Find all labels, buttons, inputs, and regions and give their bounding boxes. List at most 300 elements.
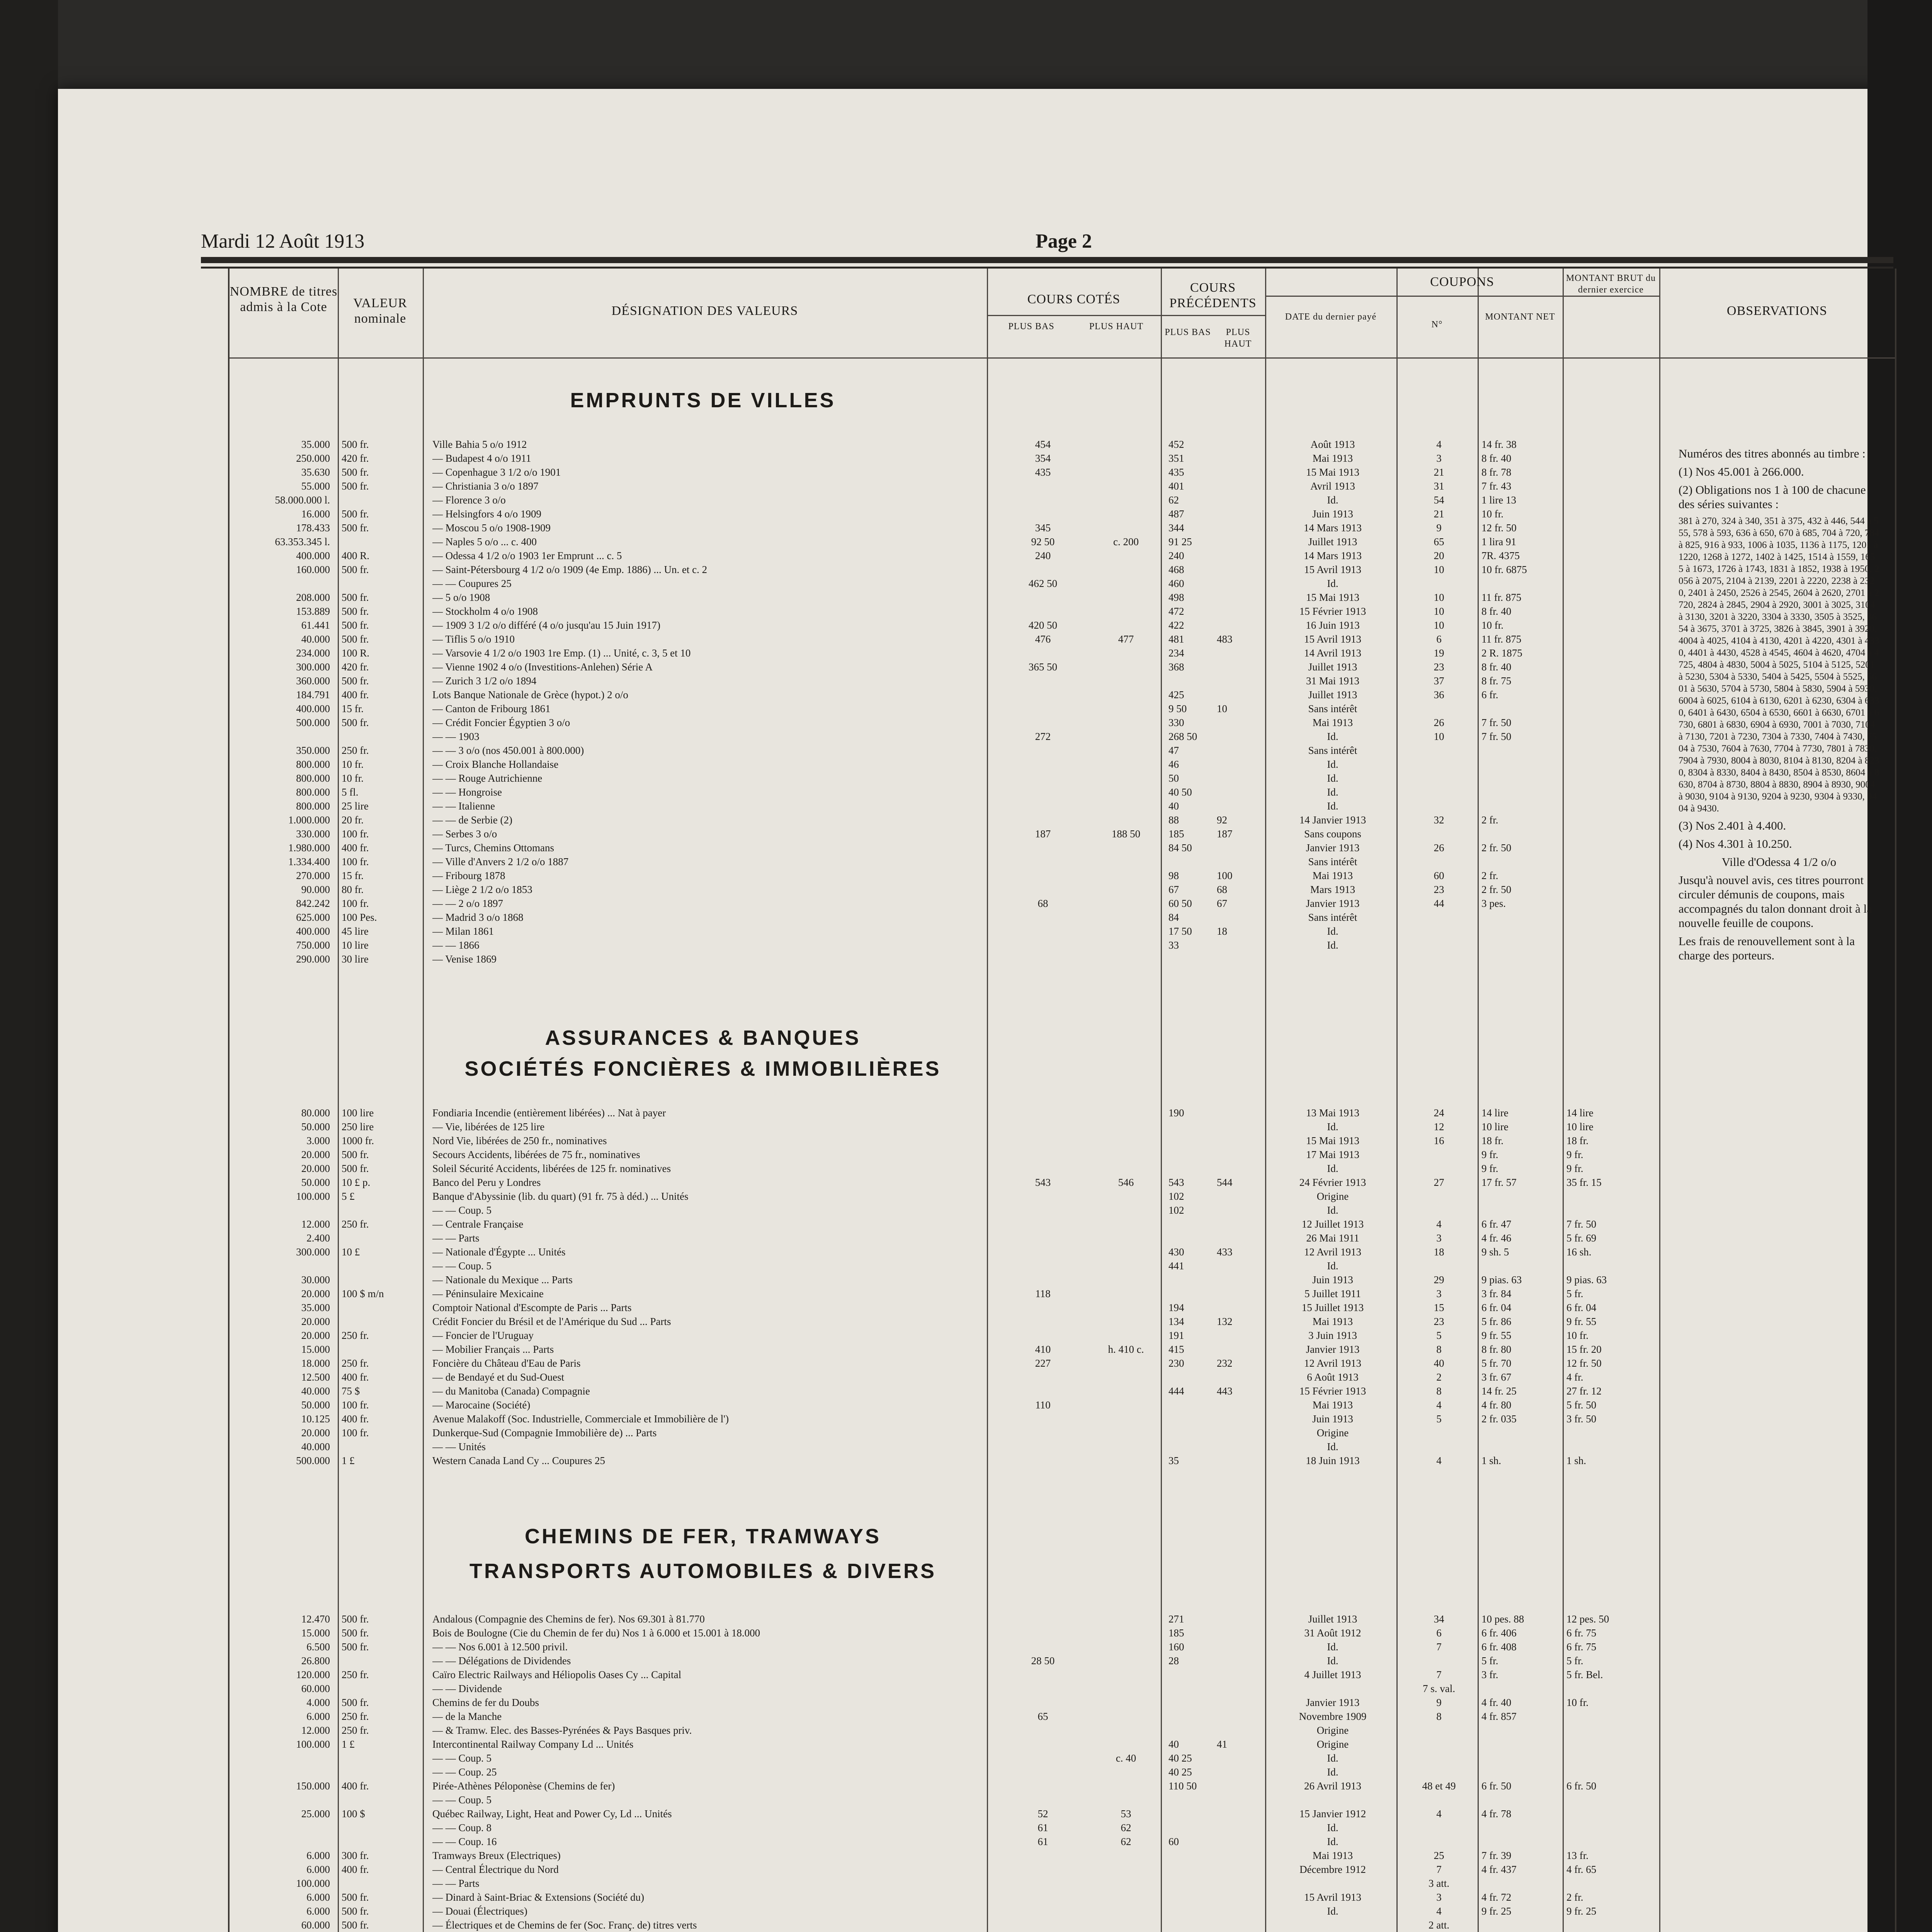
prec-bas-cell: 28 xyxy=(1168,1655,1179,1667)
coupon-date-cell: 12 Juillet 1913 xyxy=(1301,1218,1364,1230)
table-row xyxy=(230,1190,1659,1204)
nominal-cell: 75 $ xyxy=(342,1385,360,1397)
table-row xyxy=(230,814,1659,828)
coupon-date-cell: Juillet 1913 xyxy=(1308,1613,1357,1625)
prec-haut-cell: 433 xyxy=(1217,1246,1233,1258)
prec-bas-cell xyxy=(1168,1683,1215,1694)
prec-haut-cell xyxy=(1217,1655,1263,1667)
cours-bas-cell xyxy=(998,1878,1087,1889)
brut-cell xyxy=(1566,536,1655,548)
nominal-cell xyxy=(342,1822,407,1833)
designation-cell: — Venise 1869 xyxy=(432,953,497,965)
prec-bas-cell: 441 xyxy=(1168,1260,1184,1272)
cours-haut-cell xyxy=(1087,1149,1165,1160)
coupon-no-cell: 3 xyxy=(1436,1232,1442,1244)
count-cell: 40.000 xyxy=(301,1385,330,1397)
header-prec-plus-haut: PLUS HAUT xyxy=(1224,327,1252,349)
count-cell: 750.000 xyxy=(296,939,330,951)
coupon-net-cell xyxy=(1481,1725,1563,1736)
obs-text: (3) Nos 2.401 à 4.400. xyxy=(1679,819,1786,832)
table-row xyxy=(230,633,1659,647)
cours-bas-cell: 110 xyxy=(1035,1399,1051,1411)
cours-bas-cell: 354 xyxy=(1035,452,1051,464)
coupon-date-cell: Juin 1913 xyxy=(1312,1274,1353,1286)
brut-cell xyxy=(1566,564,1655,575)
designation-cell: Foncière du Château d'Eau de Paris xyxy=(432,1357,581,1369)
designation-cell: — — de Serbie (2) xyxy=(432,814,512,826)
coupon-no-cell: 5 xyxy=(1436,1413,1442,1425)
nominal-cell: 250 lire xyxy=(342,1121,374,1133)
count-cell: 400.000 xyxy=(296,550,330,561)
coupon-net-cell xyxy=(1481,1878,1563,1889)
prec-haut-cell xyxy=(1217,1441,1263,1452)
coupon-no-cell: 37 xyxy=(1434,675,1444,687)
cours-haut-cell xyxy=(1087,1891,1165,1903)
cours-bas-cell xyxy=(998,1274,1087,1286)
brut-cell xyxy=(1566,1204,1655,1216)
coupon-net-cell xyxy=(1481,578,1563,589)
coupon-no-cell: 15 xyxy=(1434,1302,1444,1313)
coupon-no-cell: 48 et 49 xyxy=(1422,1780,1456,1792)
count-cell: 800.000 xyxy=(296,786,330,798)
nominal-cell xyxy=(342,578,407,589)
table-row xyxy=(230,1905,1659,1919)
table-row xyxy=(230,1246,1659,1260)
coupon-net-cell: 7 fr. 50 xyxy=(1481,717,1512,728)
coupon-date-cell: 26 Avril 1913 xyxy=(1304,1780,1361,1792)
coupon-date-cell: Juin 1913 xyxy=(1312,508,1353,520)
cours-bas-cell: 227 xyxy=(1035,1357,1051,1369)
coupon-no-cell: 8 xyxy=(1436,1344,1442,1355)
coupon-no-cell: 36 xyxy=(1434,689,1444,701)
brut-cell xyxy=(1566,814,1655,826)
nominal-cell: 250 fr. xyxy=(342,1218,369,1230)
coupon-date-cell: 15 Avril 1913 xyxy=(1304,1891,1361,1903)
designation-cell: Caïro Electric Railways and Héliopolis Oases Cy ... Capital xyxy=(432,1669,682,1680)
nominal-cell: 100 fr. xyxy=(342,1399,369,1411)
prec-haut-cell xyxy=(1217,1613,1263,1625)
designation-cell: — de Bendayé et du Sud-Ouest xyxy=(432,1371,565,1383)
designation-cell: — Naples 5 o/o ... c. 400 xyxy=(432,536,537,548)
count-cell: 290.000 xyxy=(296,953,330,965)
coupon-no-cell: 4 xyxy=(1436,1455,1442,1466)
book-binding-shadow xyxy=(0,0,58,1932)
prec-haut-cell xyxy=(1217,856,1263,867)
brut-cell xyxy=(1566,647,1655,659)
designation-cell: Crédit Foncier du Brésil et de l'Amérique du Sud ... Parts xyxy=(432,1316,671,1327)
table-row xyxy=(230,1218,1659,1232)
cours-haut-cell xyxy=(1087,619,1165,631)
prec-haut-cell xyxy=(1217,1371,1263,1383)
coupon-no-cell xyxy=(1400,925,1478,937)
designation-cell: Western Canada Land Cy ... Coupures 25 xyxy=(432,1455,605,1466)
prec-haut-cell xyxy=(1217,1878,1263,1889)
prec-haut-cell xyxy=(1217,1766,1263,1778)
coupon-net-cell: 3 pes. xyxy=(1481,898,1506,909)
count-cell: 60.000 xyxy=(301,1683,330,1694)
prec-bas-cell: 185 xyxy=(1168,1627,1184,1639)
designation-cell: — Canton de Fribourg 1861 xyxy=(432,703,551,714)
obs-text: Numéros des titres abonnés au timbre : xyxy=(1679,447,1866,460)
cours-haut-cell xyxy=(1087,1246,1165,1258)
coupon-date-cell: 14 Avril 1913 xyxy=(1304,647,1361,659)
coupon-net-cell xyxy=(1481,1683,1563,1694)
coupon-no-cell: 4 xyxy=(1436,1399,1442,1411)
cours-bas-cell xyxy=(998,605,1087,617)
prec-haut-cell xyxy=(1217,1697,1263,1708)
prec-bas-cell: 351 xyxy=(1168,452,1184,464)
designation-cell: — Stockholm 4 o/o 1908 xyxy=(432,605,538,617)
table-row xyxy=(230,522,1659,536)
brut-cell: 4 fr. xyxy=(1566,1371,1583,1383)
prec-bas-cell: 40 xyxy=(1168,1738,1179,1750)
prec-bas-cell xyxy=(1168,1427,1215,1439)
prec-haut-cell xyxy=(1217,592,1263,603)
header-coupon-date: DATE du dernier payé xyxy=(1285,312,1377,322)
brut-cell: 6 fr. 75 xyxy=(1566,1627,1597,1639)
coupon-net-cell: 4 fr. 80 xyxy=(1481,1399,1512,1411)
nominal-cell: 500 fr. xyxy=(342,1163,369,1174)
prec-haut-cell: 232 xyxy=(1217,1357,1233,1369)
coupon-date-cell: Id. xyxy=(1327,800,1338,812)
coupon-net-cell: 7 fr. 50 xyxy=(1481,731,1512,742)
nominal-cell: 500 fr. xyxy=(342,564,369,575)
coupon-no-cell: 6 xyxy=(1436,633,1442,645)
prec-bas-cell xyxy=(1168,1232,1215,1244)
designation-cell: — — Unités xyxy=(432,1441,486,1452)
count-cell: 234.000 xyxy=(296,647,330,659)
cours-haut-cell xyxy=(1087,856,1165,867)
nominal-cell: 30 lire xyxy=(342,953,369,965)
prec-haut-cell xyxy=(1217,1794,1263,1806)
table-row xyxy=(230,1878,1659,1891)
prec-haut-cell xyxy=(1217,1455,1263,1466)
brut-cell xyxy=(1566,466,1655,478)
nominal-cell xyxy=(342,1274,407,1286)
designation-cell: — Centrale Française xyxy=(432,1218,524,1230)
prec-bas-cell: 46 xyxy=(1168,759,1179,770)
table-row xyxy=(230,842,1659,856)
prec-bas-cell: 40 xyxy=(1168,800,1179,812)
coupon-date-cell: Id. xyxy=(1327,1441,1338,1452)
coupon-no-cell: 7 xyxy=(1436,1669,1442,1680)
nominal-cell: 500 fr. xyxy=(342,508,369,520)
brut-cell xyxy=(1566,800,1655,812)
coupon-net-cell xyxy=(1481,1822,1563,1833)
nominal-cell: 100 fr. xyxy=(342,828,369,840)
coupon-no-cell xyxy=(1400,800,1478,812)
coupon-net-cell: 4 fr. 78 xyxy=(1481,1808,1512,1820)
cours-bas-cell xyxy=(998,675,1087,687)
cours-haut-cell: 546 xyxy=(1118,1177,1134,1188)
coupon-no-cell xyxy=(1400,953,1478,965)
coupon-no-cell xyxy=(1400,745,1478,756)
coupon-no-cell xyxy=(1400,1836,1478,1847)
cours-bas-cell xyxy=(998,1794,1087,1806)
table-row xyxy=(230,1177,1659,1190)
coupon-date-cell: Novembre 1909 xyxy=(1299,1711,1367,1722)
cours-bas-cell: 68 xyxy=(1037,898,1048,909)
cours-bas-cell xyxy=(998,508,1087,520)
prec-haut-cell xyxy=(1217,759,1263,770)
quotation-table xyxy=(228,269,1896,1932)
cours-haut-cell xyxy=(1087,550,1165,561)
nominal-cell: 300 fr. xyxy=(342,1850,369,1861)
prec-bas-cell xyxy=(1168,1413,1215,1425)
brut-cell xyxy=(1566,522,1655,534)
prec-bas-cell: 160 xyxy=(1168,1641,1184,1653)
cours-bas-cell xyxy=(998,1135,1087,1146)
designation-cell: — du Manitoba (Canada) Compagnie xyxy=(432,1385,590,1397)
coupon-net-cell: 8 fr. 78 xyxy=(1481,466,1512,478)
coupon-date-cell: 15 Février 1913 xyxy=(1299,605,1366,617)
coupon-net-cell xyxy=(1481,1738,1563,1750)
brut-cell xyxy=(1566,786,1655,798)
observations-block-1 xyxy=(1679,446,1879,966)
designation-cell: — — Coup. 25 xyxy=(432,1766,497,1778)
count-cell: 800.000 xyxy=(296,772,330,784)
count-cell: 800.000 xyxy=(296,759,330,770)
coupon-date-cell: Id. xyxy=(1327,786,1338,798)
table-row xyxy=(230,1864,1659,1878)
prec-haut-cell xyxy=(1217,647,1263,659)
coupon-net-cell: 6 fr. 408 xyxy=(1481,1641,1517,1653)
coupon-date-cell: 15 Février 1913 xyxy=(1299,1385,1366,1397)
cours-bas-cell xyxy=(998,786,1087,798)
table-row xyxy=(230,661,1659,675)
prec-haut-cell xyxy=(1217,1135,1263,1146)
nominal-cell: 250 fr. xyxy=(342,1330,369,1341)
running-header xyxy=(201,230,1886,257)
cours-haut-cell xyxy=(1087,912,1165,923)
designation-cell: — Helsingfors 4 o/o 1909 xyxy=(432,508,541,520)
cours-haut-cell xyxy=(1087,786,1165,798)
cours-haut-cell xyxy=(1087,1850,1165,1861)
header-bottom-rule xyxy=(230,357,1895,359)
designation-cell: — Nationale d'Égypte ... Unités xyxy=(432,1246,566,1258)
prec-bas-cell: 472 xyxy=(1168,605,1184,617)
coupon-no-cell: 23 xyxy=(1434,661,1444,673)
prec-bas-cell: 430 xyxy=(1168,1246,1184,1258)
prec-haut-cell xyxy=(1217,564,1263,575)
header-cours-cotes: COURS COTÉS xyxy=(1027,292,1121,306)
brut-cell: 6 fr. 75 xyxy=(1566,1641,1597,1653)
coupon-net-cell: 9 sh. 5 xyxy=(1481,1246,1509,1258)
brut-cell xyxy=(1566,494,1655,506)
count-cell: 20.000 xyxy=(301,1163,330,1174)
table-row xyxy=(230,1627,1659,1641)
prec-bas-cell: 134 xyxy=(1168,1316,1184,1327)
nominal-cell: 15 fr. xyxy=(342,703,364,714)
count-cell: 12.500 xyxy=(301,1371,330,1383)
coupon-date-cell: Id. xyxy=(1327,1766,1338,1778)
count-cell: 360.000 xyxy=(296,675,330,687)
nominal-cell: 500 fr. xyxy=(342,1627,369,1639)
table-row xyxy=(230,1808,1659,1822)
cours-haut-cell xyxy=(1087,661,1165,673)
prec-haut-cell xyxy=(1217,772,1263,784)
coupon-date-cell: Mai 1913 xyxy=(1312,717,1353,728)
designation-cell: Intercontinental Railway Company Ld ... Unités xyxy=(432,1738,634,1750)
prec-bas-cell xyxy=(1168,1822,1215,1833)
cours-haut-cell: 62 xyxy=(1121,1822,1131,1833)
coupon-date-cell: Mai 1913 xyxy=(1312,870,1353,881)
cours-haut-cell xyxy=(1087,1427,1165,1439)
coupon-net-cell xyxy=(1481,1794,1563,1806)
coupon-date-cell: 24 Février 1913 xyxy=(1299,1177,1366,1188)
brut-cell: 9 fr. 25 xyxy=(1566,1905,1597,1917)
coupon-net-cell: 10 fr. xyxy=(1481,508,1503,520)
coupon-net-cell: 1 sh. xyxy=(1481,1455,1502,1466)
brut-cell xyxy=(1566,925,1655,937)
cours-haut-cell xyxy=(1087,1107,1165,1119)
cours-haut-cell xyxy=(1087,1371,1165,1383)
coupon-no-cell: 40 xyxy=(1434,1357,1444,1369)
designation-cell: Secours Accidents, libérées de 75 fr., nominatives xyxy=(432,1149,640,1160)
nominal-cell: 100 fr. xyxy=(342,1427,369,1439)
coupon-date-cell: 17 Mai 1913 xyxy=(1306,1149,1359,1160)
count-cell xyxy=(233,1204,330,1216)
designation-cell: — — Coup. 16 xyxy=(432,1836,497,1847)
count-cell: 12.000 xyxy=(301,1725,330,1736)
cours-bas-cell: 61 xyxy=(1037,1836,1048,1847)
coupon-date-cell: Id. xyxy=(1327,1822,1338,1833)
coupon-net-cell: 9 pias. 63 xyxy=(1481,1274,1522,1286)
cours-haut-cell xyxy=(1087,494,1165,506)
designation-cell: — — 1903 xyxy=(432,731,480,742)
coupon-net-cell xyxy=(1481,1190,1563,1202)
coupon-net-cell xyxy=(1481,745,1563,756)
prec-bas-cell: 271 xyxy=(1168,1613,1184,1625)
cours-haut-cell: 62 xyxy=(1121,1836,1131,1847)
count-cell: 6.000 xyxy=(306,1891,330,1903)
cours-bas-cell: 61 xyxy=(1037,1822,1048,1833)
count-cell: 350.000 xyxy=(296,745,330,756)
coupon-net-cell: 7 fr. 39 xyxy=(1481,1850,1512,1861)
coupon-no-cell: 65 xyxy=(1434,536,1444,548)
cours-bas-cell xyxy=(998,1641,1087,1653)
designation-cell: — — Parts xyxy=(432,1232,480,1244)
coupon-date-cell: Janvier 1913 xyxy=(1306,898,1360,909)
brut-cell: 35 fr. 15 xyxy=(1566,1177,1602,1188)
nominal-cell: 10 fr. xyxy=(342,772,364,784)
cours-bas-cell: 65 xyxy=(1037,1711,1048,1722)
count-cell: 330.000 xyxy=(296,828,330,840)
nominal-cell: 25 lire xyxy=(342,800,369,812)
coupon-date-cell: Id. xyxy=(1327,1163,1338,1174)
cours-haut-cell xyxy=(1087,578,1165,589)
cours-haut-cell xyxy=(1087,1627,1165,1639)
coupon-no-cell: 10 xyxy=(1434,564,1444,575)
coupon-date-cell: 15 Avril 1913 xyxy=(1304,633,1361,645)
nominal-cell: 10 £ p. xyxy=(342,1177,371,1188)
coupon-no-cell: 23 xyxy=(1434,884,1444,895)
coupon-date-cell: Origine xyxy=(1316,1725,1349,1736)
brut-cell xyxy=(1566,1794,1655,1806)
header-sub-rule xyxy=(987,315,1161,316)
header-cours-precedents: COURS PRÉCÉDENTS xyxy=(1169,281,1257,310)
table-row xyxy=(230,1919,1659,1932)
designation-cell: Pirée-Athènes Péloponèse (Chemins de fer) xyxy=(432,1780,615,1792)
prec-bas-cell: 84 xyxy=(1168,912,1179,923)
prec-haut-cell xyxy=(1217,1413,1263,1425)
cours-bas-cell xyxy=(998,1766,1087,1778)
designation-cell: — Marocaine (Société) xyxy=(432,1399,531,1411)
count-cell: 6.500 xyxy=(306,1641,330,1653)
designation-cell: Lots Banque Nationale de Grèce (hypot.) 2 o/o xyxy=(432,689,628,701)
prec-haut-cell xyxy=(1217,1163,1263,1174)
header-coupon-no: N° xyxy=(1431,320,1443,330)
coupon-no-cell: 2 att. xyxy=(1429,1919,1449,1931)
header-prec-plus-bas: PLUS BAS xyxy=(1165,327,1211,337)
coupon-net-cell: 11 fr. 875 xyxy=(1481,592,1522,603)
cours-haut-cell xyxy=(1087,953,1165,965)
designation-cell: — Vienne 1902 4 o/o (Investitions-Anlehen) Série A xyxy=(432,661,653,673)
prec-haut-cell xyxy=(1217,452,1263,464)
cours-bas-cell xyxy=(998,856,1087,867)
count-cell: 100.000 xyxy=(296,1190,330,1202)
table-row xyxy=(230,912,1659,925)
table-row xyxy=(230,800,1659,814)
coupon-no-cell xyxy=(1400,1427,1478,1439)
brut-cell xyxy=(1566,1738,1655,1750)
coupon-date-cell: Janvier 1913 xyxy=(1306,842,1360,854)
table-row xyxy=(230,1260,1659,1274)
coupon-net-cell: 2 fr. xyxy=(1481,870,1498,881)
designation-cell: — Douai (Électriques) xyxy=(432,1905,527,1917)
cours-haut-cell xyxy=(1087,466,1165,478)
designation-cell: — Péninsulaire Mexicaine xyxy=(432,1288,544,1299)
count-cell: 50.000 xyxy=(301,1399,330,1411)
coupon-net-cell xyxy=(1481,703,1563,714)
prec-bas-cell xyxy=(1168,1725,1215,1736)
nominal-cell: 100 Pes. xyxy=(342,912,377,923)
coupon-net-cell xyxy=(1481,1427,1563,1439)
brut-cell xyxy=(1566,619,1655,631)
nominal-cell: 400 fr. xyxy=(342,1413,369,1425)
coupon-date-cell: Janvier 1913 xyxy=(1306,1697,1360,1708)
coupon-net-cell: 9 fr. xyxy=(1481,1163,1498,1174)
prec-haut-cell xyxy=(1217,522,1263,534)
designation-cell: — — Coup. 5 xyxy=(432,1794,492,1806)
prec-bas-cell: 60 xyxy=(1168,1836,1179,1847)
coupon-date-cell: Id. xyxy=(1327,578,1338,589)
prec-haut-cell xyxy=(1217,1107,1263,1119)
section-title-foncieres: SOCIÉTÉS FONCIÈRES & IMMOBILIÈRES xyxy=(464,1057,941,1080)
coupon-no-cell: 29 xyxy=(1434,1274,1444,1286)
nominal-cell xyxy=(342,1204,407,1216)
cours-bas-cell xyxy=(998,1121,1087,1133)
brut-cell: 15 fr. 20 xyxy=(1566,1344,1602,1355)
count-cell: 3.000 xyxy=(306,1135,330,1146)
header-plus-haut: PLUS HAUT xyxy=(1089,321,1144,332)
prec-bas-cell xyxy=(1168,1121,1215,1133)
prec-haut-cell xyxy=(1217,745,1263,756)
coupon-date-cell: Id. xyxy=(1327,494,1338,506)
designation-cell: Dunkerque-Sud (Compagnie Immobilière de) ... Parts xyxy=(432,1427,657,1439)
count-cell: 842.242 xyxy=(296,898,330,909)
cours-bas-cell: 92 50 xyxy=(1031,536,1055,548)
count-cell: 18.000 xyxy=(301,1357,330,1369)
designation-cell: Chemins de fer du Doubs xyxy=(432,1697,539,1708)
cours-haut-cell: c. 40 xyxy=(1116,1752,1136,1764)
coupon-date-cell: Sans coupons xyxy=(1304,828,1361,840)
prec-bas-cell: 230 xyxy=(1168,1357,1184,1369)
nominal-cell: 500 fr. xyxy=(342,633,369,645)
nominal-cell xyxy=(342,1836,407,1847)
prec-bas-cell xyxy=(1168,1371,1215,1383)
coupon-date-cell: 14 Janvier 1913 xyxy=(1299,814,1366,826)
